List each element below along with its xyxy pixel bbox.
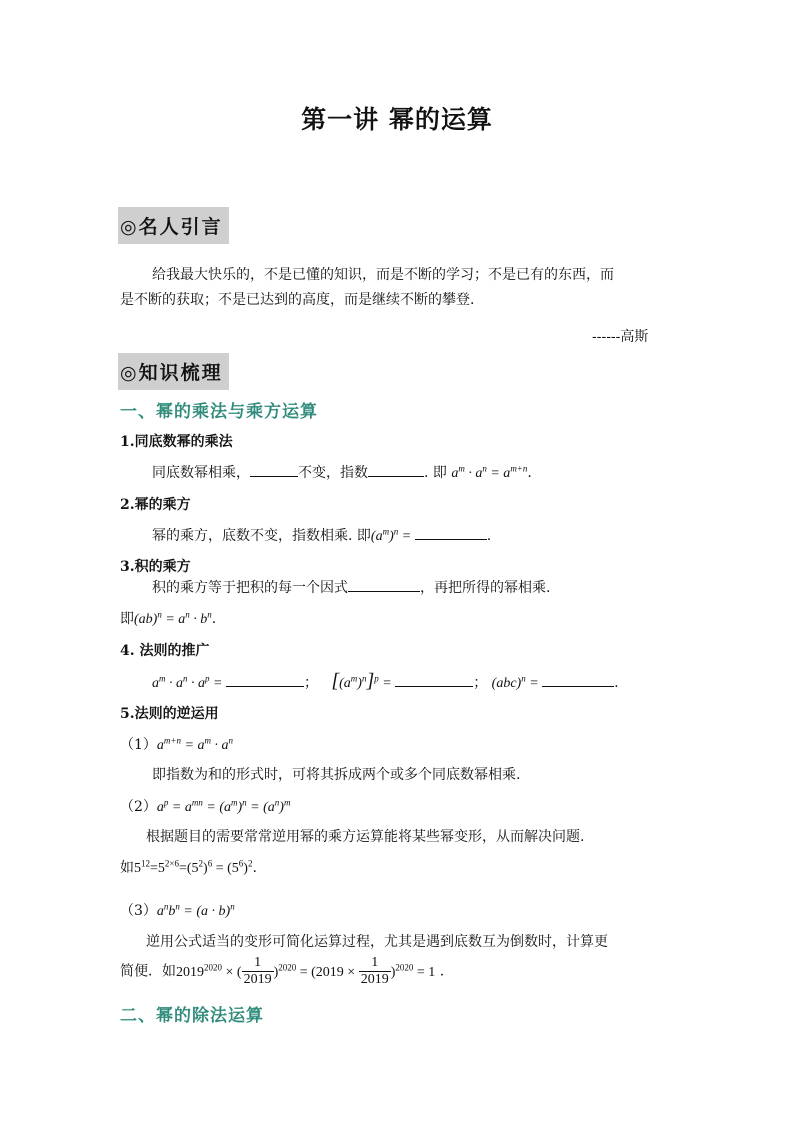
item5-p3-line bbox=[120, 900, 235, 920]
item1-formula: $a^m \cdot a^n = a^{m+n}$ bbox=[451, 463, 528, 481]
item1-line: 同底数幂相乘， 不变，指数 . 即 $a^m \cdot a^n = a^{m+n}$. bbox=[152, 463, 532, 481]
item3-formula-line: 即$(ab)^n = a^n \cdot b^n$. bbox=[120, 609, 217, 627]
item3-formula: $(ab)^n = a^n \cdot b^n$ bbox=[134, 609, 212, 627]
item5-p3-example: 简便．如$2019^{2020}$ × ( $\frac{1}{2019}$ )$^{2020}$ = (2019 × $\frac{1}{2019}$ )$^{2020}$ = 1 . bbox=[120, 955, 445, 987]
item1-text-c: . 即 bbox=[424, 465, 447, 481]
item5-p2-example-formula: $5^{12}=5^{2\times 6}=(5^2)^6 = (5^6)^2$ bbox=[134, 858, 253, 876]
item4-blank-1[interactable] bbox=[226, 672, 304, 687]
item3-line bbox=[152, 577, 550, 597]
item2-formula: $(a^m)^n$ = bbox=[370, 526, 415, 544]
item1-blank-2[interactable] bbox=[368, 462, 424, 477]
item4-heading: 4. 法则的推广 bbox=[120, 643, 210, 659]
item5-p2-example: 如$5^{12}=5^{2\times 6}=(5^2)^6 = (5^6)^2$. bbox=[120, 858, 257, 876]
item5-p2-text: 根据题目的需要常常逆用幂的乘方运算能将某些幂变形，从而解决问题. bbox=[146, 829, 585, 845]
section2-heading: 二、幂的除法运算 bbox=[120, 1006, 264, 1026]
item1-text-a: 同底数幂相乘， bbox=[152, 465, 250, 481]
quote-text-line1: 给我最大快乐的，不是已懂的知识，而是不断的学习；不是已有的东西，而 bbox=[152, 267, 614, 283]
item3-text-b: ，再把所得的幂相乘. bbox=[420, 580, 551, 596]
item4-formula-3: (abc)$^n$ = bbox=[491, 673, 543, 691]
item3-text-c: 即 bbox=[120, 611, 134, 627]
item5-p3-label: （3） bbox=[120, 903, 157, 919]
item2-line: 幂的乘方，底数不变，指数相乘. 即$(a^m)^n$ = . bbox=[152, 526, 492, 544]
item3-heading: 3.积的乘方 bbox=[120, 559, 191, 575]
item1-heading: 1.同底数幂的乘法 bbox=[120, 434, 233, 450]
item5-p2-label: （2） bbox=[120, 799, 157, 815]
item5-heading: 5.法则的逆运用 bbox=[120, 706, 219, 722]
item4-formula-1: $a^m \cdot a^n \cdot a^p$ = bbox=[152, 673, 226, 691]
item1-blank-1[interactable] bbox=[250, 462, 298, 477]
item5-p1-line bbox=[120, 734, 233, 754]
item5-p2-formula: $a^p = a^{mn} = (a^m)^n = (a^n)^m$ bbox=[156, 797, 291, 815]
item5-p2-line bbox=[120, 796, 290, 816]
knowledge-section-badge: ◎知识梳理 bbox=[118, 353, 229, 390]
fraction-1: $\frac{1}{2019}$ bbox=[243, 955, 272, 987]
item2-text: 幂的乘方，底数不变，指数相乘. 即 bbox=[152, 528, 371, 544]
quote-section-badge: ◎名人引言 bbox=[118, 207, 229, 244]
item5-p1-label: （1） bbox=[120, 737, 157, 753]
item4-line: $a^m \cdot a^n \cdot a^p$ = ； $[(a^m)^n]^p$ = ； (abc)$^n$ = . bbox=[152, 670, 619, 692]
page-title: 第一讲 幂的运算 bbox=[301, 105, 493, 134]
item4-formula-2: $[(a^m)^n]^p$ = bbox=[331, 670, 396, 692]
quote-text-line2: 是不断的获取；不是已达到的高度，而是继续不断的攀登. bbox=[120, 292, 475, 308]
item1-text-b: 不变，指数 bbox=[298, 465, 368, 481]
section1-heading: 一、幂的乘法与乘方运算 bbox=[120, 402, 318, 422]
item5-p3-text-prefix: 简便．如 bbox=[120, 963, 176, 980]
item2-blank[interactable] bbox=[415, 525, 487, 540]
item5-p2-example-prefix: 如 bbox=[120, 860, 134, 876]
item3-text-a: 积的乘方等于把积的每一个因式 bbox=[152, 580, 348, 596]
fraction-2: $\frac{1}{2019}$ bbox=[360, 955, 389, 987]
item5-p3-text-line1: 逆用公式适当的变形可简化运算过程，尤其是遇到底数互为倒数时，计算更 bbox=[146, 934, 608, 950]
item2-heading: 2.幂的乘方 bbox=[120, 497, 191, 513]
quote-author: ------高斯 bbox=[592, 329, 649, 345]
item5-p1-text: 即指数为和的形式时，可将其拆成两个或多个同底数幂相乘. bbox=[152, 767, 521, 783]
item5-p1-formula: $a^{m+n} = a^m \cdot a^n$ bbox=[156, 735, 233, 753]
item4-blank-2[interactable] bbox=[395, 672, 473, 687]
item4-blank-3[interactable] bbox=[542, 672, 614, 687]
item5-p3-formula: $a^nb^n = (a \cdot b)^n$ bbox=[156, 901, 235, 919]
item3-blank[interactable] bbox=[348, 577, 420, 592]
